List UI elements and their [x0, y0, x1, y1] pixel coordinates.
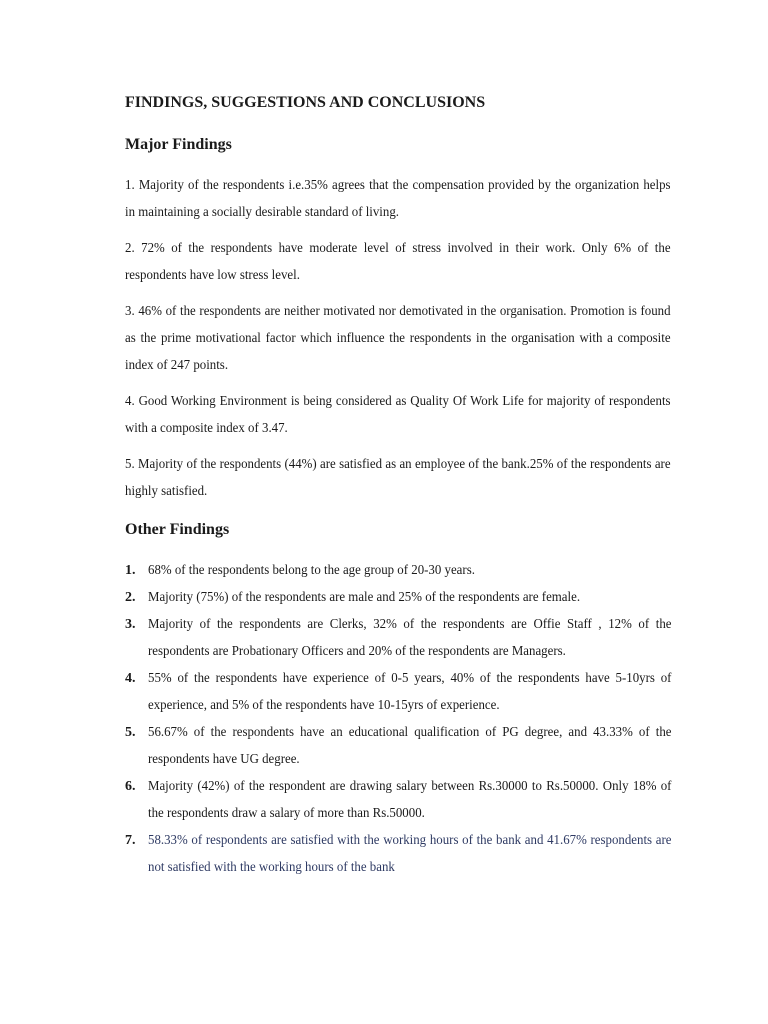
list-item-number: 2.: [125, 590, 136, 605]
list-item-number: 3.: [125, 617, 136, 632]
list-item-number: 7.: [125, 833, 136, 848]
other-findings-heading: Other Findings: [125, 521, 230, 538]
major-findings-heading: Major Findings: [125, 136, 232, 153]
list-item-text: 56.67% of the respondents have an educational qualification of PG degree, and 43.33% of the respondents have UG degree.: [148, 725, 672, 767]
major-finding-5: 5. Majority of the respondents (44%) are satisfied as an employee of the bank.25% of the respondents are highly satisfied.: [125, 457, 671, 499]
list-item: [125, 719, 671, 773]
list-item-text: Majority (75%) of the respondents are male and 25% of the respondents are female.: [148, 590, 581, 605]
document-title: FINDINGS, SUGGESTIONS AND CONCLUSIONS: [125, 94, 486, 111]
list-item: [125, 584, 671, 611]
major-finding-3: 3. 46% of the respondents are neither motivated nor demotivated in the organisation. Promotion is found as the prime motivational factor which influence the respondents in the organisation with a composite index of 247 points.: [125, 304, 671, 373]
list-item-text: 55% of the respondents have experience of 0-5 years, 40% of the respondents have 5-10yrs of experience, and 5% of the respondents have 10-15yrs of experience.: [148, 671, 672, 713]
list-item-text: Majority of the respondents are Clerks, 32% of the respondents are Offie Staff , 12% of the respondents are Probationary Officers and 20% of the respondents are Managers.: [148, 617, 672, 659]
list-item-number: 6.: [125, 779, 136, 794]
list-item-number: 4.: [125, 671, 136, 686]
document-page: [125, 92, 671, 881]
major-finding-2: 2. 72% of the respondents have moderate level of stress involved in their work. Only 6% of the respondents have low stress level.: [125, 241, 671, 283]
major-finding-4: 4. Good Working Environment is being considered as Quality Of Work Life for majority of respondents with a composite index of 3.47.: [125, 394, 671, 436]
other-findings-list: [125, 557, 671, 881]
list-item-text: 58.33% of respondents are satisfied with the working hours of the bank and 41.67% respondents are not satisfied with the working hours of the bank: [148, 833, 672, 875]
list-item-number: 5.: [125, 725, 136, 740]
list-item: [125, 827, 671, 881]
list-item-text: 68% of the respondents belong to the age group of 20-30 years.: [148, 563, 475, 578]
list-item: [125, 773, 671, 827]
list-item-number: 1.: [125, 563, 136, 578]
list-item: [125, 665, 671, 719]
list-item: [125, 611, 671, 665]
list-item: [125, 557, 671, 584]
list-item-text: Majority (42%) of the respondent are drawing salary between Rs.30000 to Rs.50000. Only 18% of the respondents draw a salary of more than Rs.50000.: [148, 779, 672, 821]
major-finding-1: 1. Majority of the respondents i.e.35% agrees that the compensation provided by the organization helps in maintaining a socially desirable standard of living.: [125, 178, 671, 220]
